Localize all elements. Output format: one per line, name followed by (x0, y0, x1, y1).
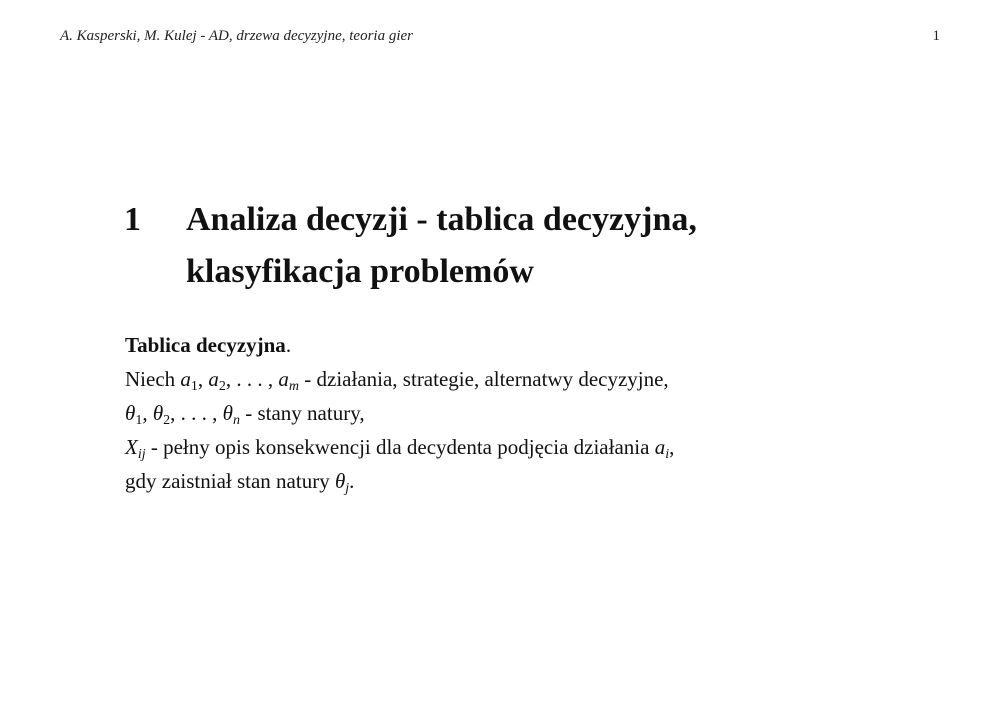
line-end: , (669, 435, 675, 459)
section-title-line-1: Analiza decyzji - tablica decyzyjna, (186, 201, 697, 238)
subscript-2: 2 (163, 413, 171, 428)
section-number: 1 (124, 201, 141, 238)
math-x: X (125, 435, 138, 459)
section-title (186, 194, 866, 298)
subscript-2: 2 (218, 379, 226, 394)
math-a2: a (208, 367, 219, 391)
math-ai: a (654, 435, 666, 459)
header-authors: A. Kasperski, M. Kulej - AD, drzewa decyzyjne, teoria gier (60, 28, 413, 44)
line-rest: - stany natury, (239, 401, 365, 425)
math-separator: , (197, 367, 209, 391)
math-theta1: θ (125, 401, 136, 425)
math-thetaj: θ (334, 469, 346, 493)
math-thetan: θ (222, 401, 233, 425)
math-separator: , (142, 401, 153, 425)
math-am: a (278, 367, 289, 391)
running-header (60, 28, 940, 50)
subscript-m: m (288, 379, 300, 394)
paragraph-title-line (125, 328, 885, 362)
paragraph-title: Tablica decyzyjna (125, 333, 286, 357)
line-lead: Niech (125, 367, 181, 391)
subscript-ij: ij (137, 447, 146, 462)
subscript-i: i (665, 447, 670, 462)
section-title-line-2: klasyfikacja problemów (186, 253, 534, 290)
subscript-1: 1 (190, 379, 198, 394)
body-line-actions (125, 362, 885, 396)
page-number: 1 (932, 28, 940, 44)
line-text: - pełny opis konsekwencji dla decydenta podjęcia działania (145, 435, 655, 459)
paragraph-title-period: . (285, 333, 292, 357)
line-text: gdy zaistniał stan natury (125, 469, 335, 493)
body-line-states (125, 396, 885, 430)
subscript-1: 1 (135, 413, 143, 428)
line-rest: - działania, strategie, alternatwy decyzyjne, (299, 367, 669, 391)
subscript-n: n (232, 413, 240, 428)
math-a1: a (180, 367, 191, 391)
subscript-j: j (345, 481, 350, 496)
body-text (125, 328, 885, 498)
body-line-condition (125, 464, 885, 498)
body-line-consequences (125, 430, 885, 464)
math-dots: , . . . , (170, 401, 223, 425)
math-dots: , . . . , (225, 367, 279, 391)
line-end: . (349, 469, 355, 493)
math-theta2: θ (152, 401, 164, 425)
